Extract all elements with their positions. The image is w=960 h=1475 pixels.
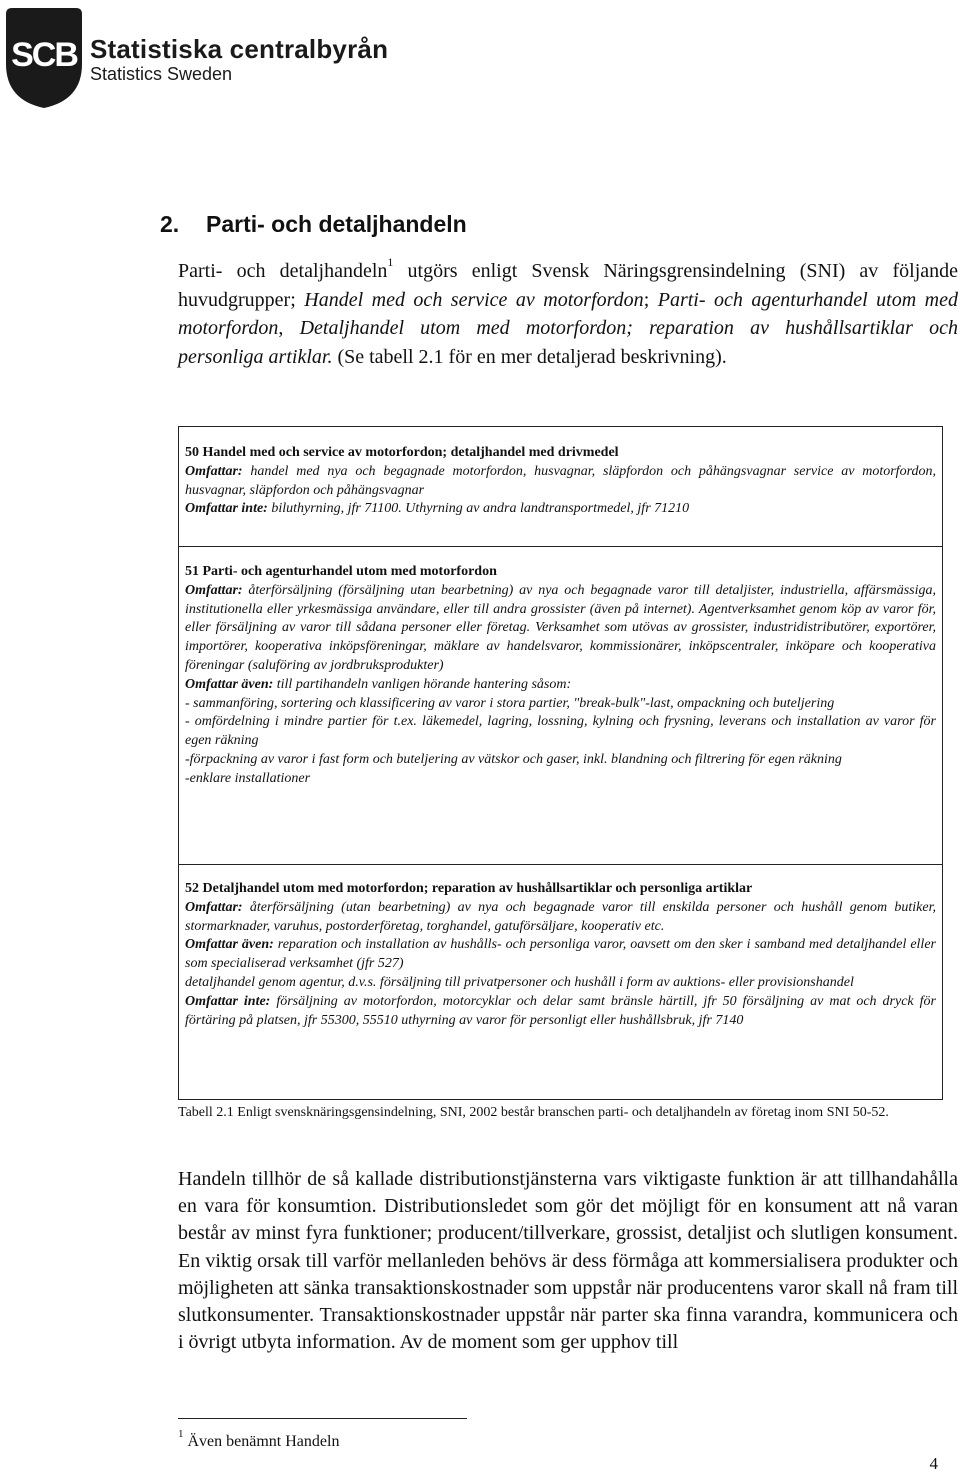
list-item: - sammanföring, sortering och klassificering av varor i stora partier, "break-bulk"-last, ompackning och buteljering xyxy=(185,695,835,711)
list-item: - omfördelning i mindre partier för t.ex. läkemedel, lagring, lossning, kylning och frysning, leverans och installation av varor för egen räkning xyxy=(185,714,936,749)
footnote-text: Även benämnt Handeln xyxy=(183,1433,340,1450)
row-title: 50 Handel med och service av motorfordon; detaljhandel med drivmedel xyxy=(185,445,619,460)
footnote xyxy=(178,1427,340,1452)
sni-table xyxy=(178,426,943,1100)
table-row-51: 51 Parti- och agenturhandel utom med motorfordon Omfattar: återförsäljning (försäljning utan bearbetning) av nya och begagnade varor till detaljister, industriella, affärsmässiga, institutionella eller yrkesmässiga användare, eller till andra grossister (även på internet). Agentverksamhet genom köp av varor för, eller försäljning av varor till sådana personer eller företag. Verksamhet som utövas av grossister, industridistributörer, exportörer, importörer, kooperativa inköpsföreningar, mäklare av handelsvaror, kommissionärer, inköpscentraler, inköpare och kooperativa föreningar (saluföring av jordbruksprodukter) Omfattar även: till partihandeln vanligen hörande hantering såsom: - sammanföring, sortering och klassificering av varor i stora partier, "break-bulk"-last, ompackning och buteljering - omfördelning i mindre partier för t.ex. läkemedel, lagring, lossning, kylning och frysning, leverans och installation av varor för egen räkning -förpackning av varor i fast form och buteljering av vätskor och gaser, inkl. blandning och filtrering för egen räkning -enklare installationer xyxy=(179,547,942,865)
intro-paragraph: Parti- och detaljhandeln$^1$ utgörs enligt Svensk Näringsgrensindelning (SNI) av följande huvudgrupper; Handel med och service av motorfordon; Parti- och agenturhandel utom med motorfordon, Detaljhandel utom med motorfordon; reparation av hushållsartiklar och personliga artiklar. (Se tabell 2.1 för en mer detaljerad beskrivning). xyxy=(178,255,958,368)
footnote-number: 1 xyxy=(178,1427,184,1440)
table-row-50: 50 Handel med och service av motorfordon; detaljhandel med drivmedel Omfattar: handel med nya och begagnade motorfordon, husvagnar, släpfordon och påhängsvagnar service av motorfordon, husvagnar, släpfordon och påhängsvagnar Omfattar inte: biluthyrning, jfr 71100. Uthyrning av andra landtransportmedel, jfr 71210 xyxy=(179,427,942,547)
footnote-ref[interactable]: 1 xyxy=(387,255,394,270)
section-number: 2. xyxy=(160,211,180,237)
section-heading xyxy=(160,211,467,238)
logo-subtitle: Statistics Sweden xyxy=(90,64,233,84)
list-item: -förpackning av varor i fast form och buteljering av vätskor och gaser, inkl. blandning och filtrering för egen räkning xyxy=(185,751,842,767)
table-caption: Tabell 2.1 Enligt svensknäringsgensindelning, SNI, 2002 består branschen parti- och detaljhandeln av företag inom SNI 50-52. xyxy=(178,1105,889,1120)
list-item: -enklare installationer xyxy=(185,770,311,786)
logo-name: Statistiska centralbyrån xyxy=(90,34,389,64)
footnote-separator xyxy=(178,1418,467,1419)
scb-logo-mark xyxy=(6,4,82,108)
row-title: 51 Parti- och agenturhandel utom med motorfordon xyxy=(185,564,497,579)
logo-letters: SCB xyxy=(11,36,77,74)
body-paragraph: Handeln tillhör de så kallade distributionstjänsterna vars viktigaste funktion är att tillhandahålla en vara för konsumtion. Distributionsledet som gör det möjligt för en konsument att nå varan består av minst fyra funktioner; producent/tillverkare, grossist, detaljist och slutligen konsument. En viktig orsak till varför mellanleden behövs är dess förmåga att kommersialisera produkter och möjligheten att sänka transaktionskostnader som uppstår när producentens varor skall nå fram till slutkonsumenter. Transaktionskostnader uppstår när parter ska finna varandra, kommunicera och i övrigt utbyta information. Av de moment som ger upphov till xyxy=(178,1168,958,1354)
table-row-52: 52 Detaljhandel utom med motorfordon; reparation av hushållsartiklar och personliga artiklar Omfattar: återförsäljning (utan bearbetning) av nya och begagnade varor till enskilda personer och hushåll genom butiker, stormarknader, varuhus, postorderföretag, torghandel, gatuförsäljare, kooperativ etc. Omfattar även: reparation och installation av hushålls- och personliga varor, oavsett om den sker i samband med detaljhandel eller som specialiserad verksamhet (jfr 527) detaljhandel genom agentur, d.v.s. försäljning till privatpersoner och hushåll i form av auktions- eller provisionshandel Omfattar inte: försäljning av motorfordon, motorcyklar och delar samt bränsle härtill, jfr 50 försäljning av mat och dryck för förtäring på platsen, jfr 55300, 55510 uthyrning av varor för personligt eller hushållsbruk, jfr 7140 xyxy=(185,881,936,1028)
scb-logo xyxy=(6,4,446,108)
section-title: Parti- och detaljhandeln xyxy=(206,211,467,237)
page-number: 4 xyxy=(929,1454,938,1473)
row-title: 52 Detaljhandel utom med motorfordon; reparation av hushållsartiklar och personliga artiklar xyxy=(185,881,753,896)
